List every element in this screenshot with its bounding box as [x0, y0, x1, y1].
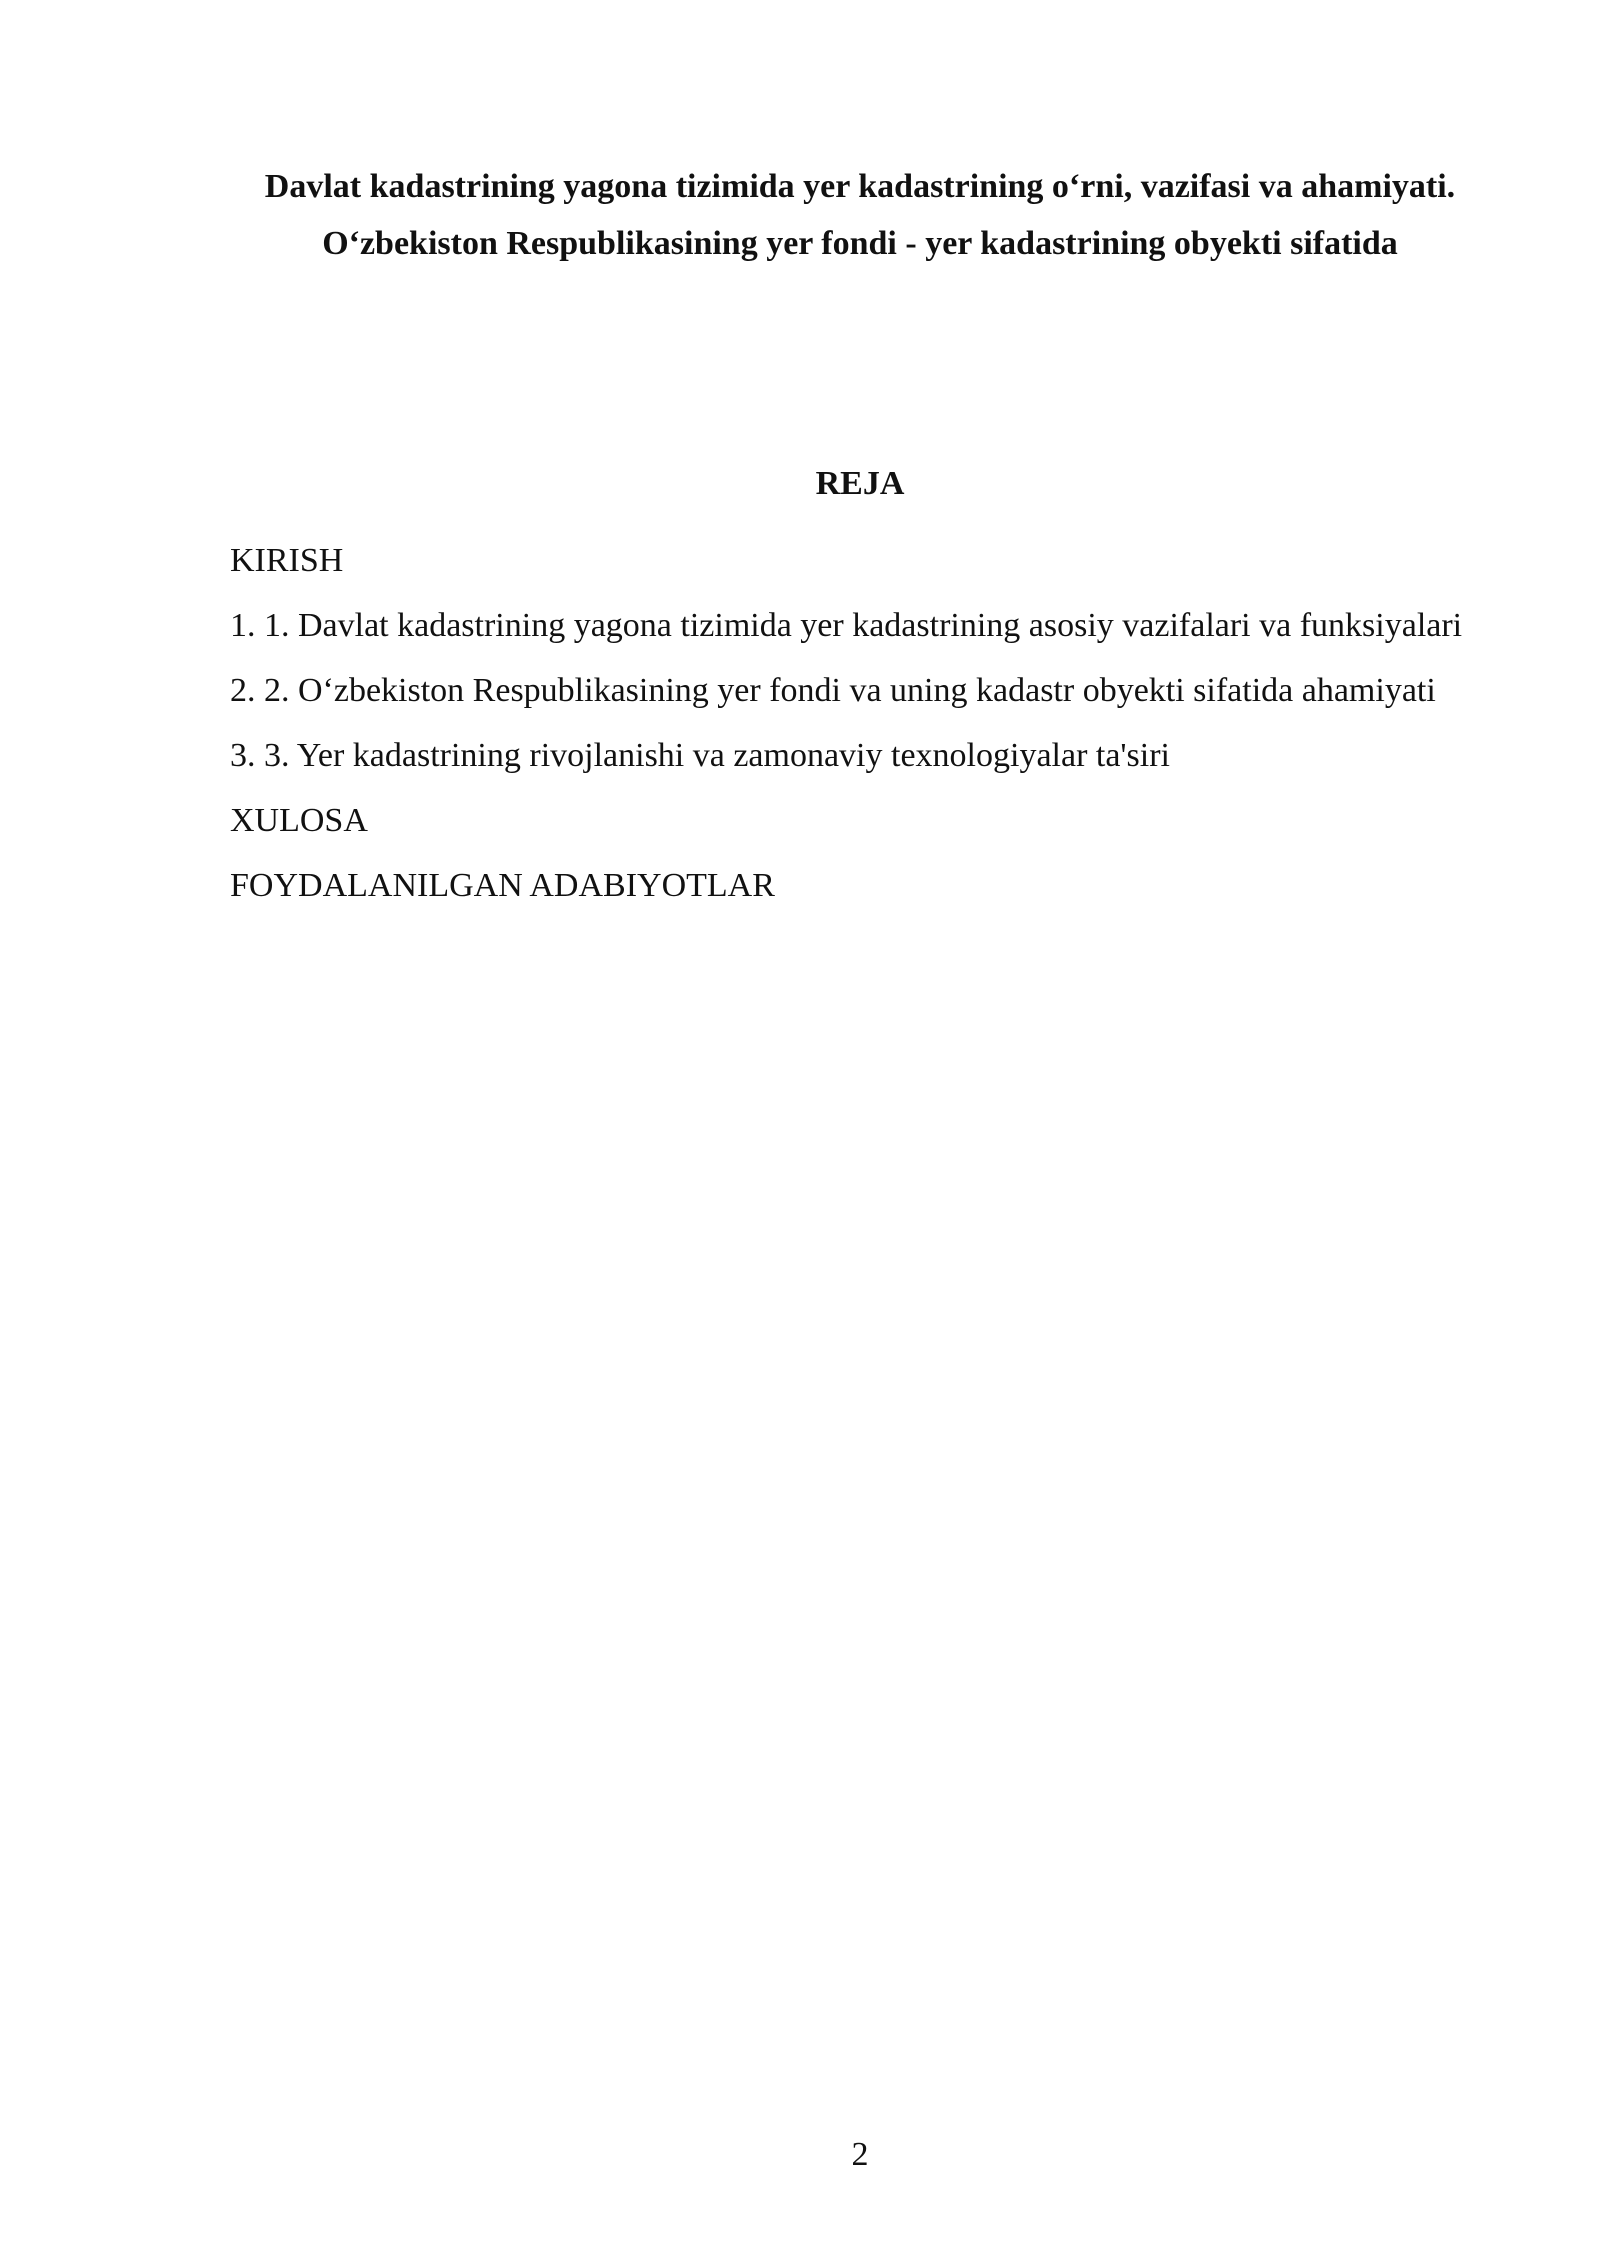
plan-item-references: FOYDALANILGAN ADABIYOTLAR — [230, 867, 775, 904]
plan-item-conclusion: XULOSA — [230, 802, 368, 839]
plan-item-3: 3. 3. Yer kadastrining rivojlanishi va zamonaviy texnologiyalar ta'siri — [230, 737, 1170, 774]
document-title: Davlat kadastrining yagona tizimida yer kadastrining o‘rni, vazifasi va ahamiyati. O‘zbekiston Respublikasining yer fondi - yer kadastrining obyekti sifatida — [264, 168, 1456, 262]
plan-item-1: 1. 1. Davlat kadastrining yagona tizimida yer kadastrining asosiy vazifalari va funksiyalari — [230, 607, 1463, 644]
plan-list — [230, 532, 1480, 922]
plan-item-2: 2. 2. O‘zbekiston Respublikasining yer fondi va uning kadastr obyekti sifatida ahamiyati — [230, 672, 1436, 709]
plan-item-intro: KIRISH — [230, 542, 344, 579]
page-number: 2 — [851, 2136, 869, 2173]
plan-heading: REJA — [815, 465, 905, 502]
